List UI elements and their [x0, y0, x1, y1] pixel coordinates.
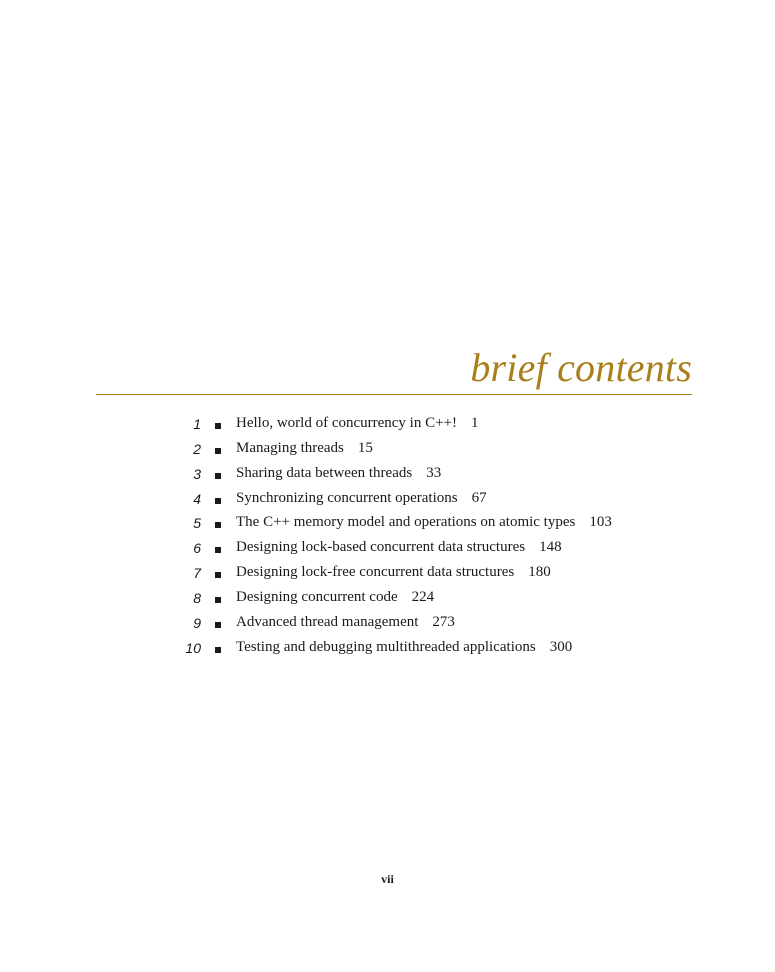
chapter-page-number: 224 — [411, 588, 435, 605]
square-bullet-icon — [215, 597, 221, 603]
chapter-page-number: 103 — [589, 514, 612, 531]
chapter-number: 1 — [193, 416, 201, 432]
chapter-page-number: 273 — [432, 613, 455, 630]
chapter-number: 6 — [193, 540, 201, 557]
toc-entry-9[interactable] — [0, 613, 775, 638]
chapter-number: 3 — [193, 465, 201, 482]
page-heading — [96, 336, 692, 395]
toc-entry-2[interactable] — [0, 439, 775, 464]
chapter-page-number: 67 — [471, 489, 487, 506]
square-bullet-icon — [215, 547, 221, 553]
page-title: brief contents — [470, 345, 692, 390]
chapter-number: 4 — [193, 490, 201, 507]
chapter-page-number: 180 — [528, 564, 551, 581]
chapter-title: Sharing data between threads — [236, 464, 413, 481]
toc-entry-7[interactable] — [0, 563, 775, 588]
square-bullet-icon — [215, 498, 221, 504]
chapter-title: Hello, world of concurrency in C++! — [236, 415, 458, 431]
square-bullet-icon — [215, 423, 221, 429]
chapter-number: 7 — [193, 565, 201, 582]
chapter-page-number: 33 — [426, 464, 442, 481]
chapter-title: Designing concurrent code — [236, 588, 398, 605]
toc-entry-6[interactable] — [0, 538, 775, 563]
chapter-number: 8 — [193, 589, 201, 606]
chapter-number: 10 — [185, 639, 201, 656]
chapter-page-number: 15 — [357, 439, 373, 456]
chapter-number: 9 — [193, 614, 201, 631]
square-bullet-icon — [215, 647, 221, 653]
toc-entry-3[interactable] — [0, 464, 775, 489]
chapter-page-number: 1 — [471, 415, 479, 431]
chapter-title: Designing lock-based concurrent data structures — [236, 539, 526, 556]
chapter-title: Synchronizing concurrent operations — [236, 489, 458, 506]
chapter-title: Advanced thread management — [236, 613, 419, 630]
square-bullet-icon — [215, 473, 221, 479]
square-bullet-icon — [215, 622, 221, 628]
chapter-page-number: 300 — [549, 638, 573, 655]
table-of-contents — [0, 414, 775, 662]
square-bullet-icon — [215, 522, 221, 528]
chapter-page-number: 148 — [539, 539, 562, 556]
square-bullet-icon — [215, 572, 221, 578]
toc-entry-1[interactable] — [0, 414, 775, 439]
page-folio: vii — [381, 872, 394, 886]
chapter-number: 2 — [193, 440, 201, 457]
chapter-title: Managing threads — [236, 439, 344, 456]
chapter-title: Designing lock-free concurrent data structures — [236, 564, 515, 581]
toc-entry-5[interactable] — [0, 513, 775, 538]
chapter-title: Testing and debugging multithreaded applications — [236, 638, 536, 655]
chapter-number: 5 — [193, 515, 201, 532]
square-bullet-icon — [215, 448, 221, 454]
chapter-title: The C++ memory model and operations on atomic types — [236, 514, 576, 531]
toc-entry-4[interactable] — [0, 489, 775, 514]
toc-entry-8[interactable] — [0, 588, 775, 613]
toc-entry-10[interactable] — [0, 638, 775, 663]
